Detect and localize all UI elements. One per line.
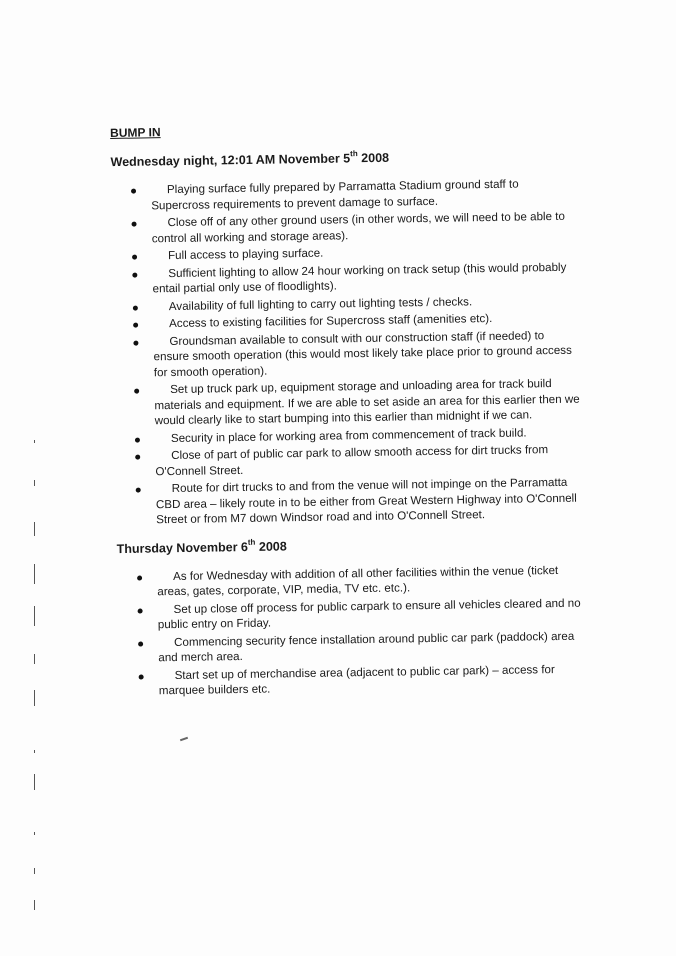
scan-mark	[34, 868, 35, 874]
scan-mark	[34, 440, 35, 443]
bullet-icon	[139, 674, 144, 679]
wednesday-heading	[110, 147, 578, 170]
scan-mark	[34, 900, 35, 910]
wednesday-heading-suffix: th	[350, 149, 358, 159]
bullet-icon	[132, 222, 137, 227]
list-item-text: Set up truck park up, equipment storage and unloading area for track build materials and equipment. If we are able to set aside an area for this earlier then we would clearly like to start bumping into this earlier than midnight if we can.	[154, 377, 580, 428]
thursday-heading-suffix: th	[247, 537, 256, 547]
bullet-icon	[133, 305, 138, 310]
wednesday-heading-year: 2008	[357, 150, 390, 166]
list-item	[110, 259, 580, 297]
bullet-icon	[133, 340, 138, 345]
wednesday-list	[109, 176, 584, 529]
bullet-icon	[138, 641, 143, 646]
document-body	[108, 119, 587, 712]
scan-edge-marks	[34, 440, 40, 920]
list-item	[111, 327, 582, 381]
list-item-text: Security in place for working area from commencement of track build.	[170, 426, 527, 445]
scan-mark	[34, 606, 35, 626]
bullet-icon	[132, 255, 137, 260]
list-item	[114, 475, 585, 529]
scan-mark	[34, 690, 35, 706]
list-item-text: Set up close off process for public carpark to ensure all vehicles cleared and no public entry on Friday.	[157, 596, 581, 632]
scan-mark	[34, 564, 35, 584]
scan-mark	[34, 654, 35, 664]
list-item-text: Commencing security fence installation around public car park (paddock) area and merch area.	[158, 629, 575, 665]
list-item-text: Full access to playing surface.	[167, 246, 324, 263]
thursday-heading	[117, 533, 585, 556]
list-item-text: Sufficient lighting to allow 24 hour working on track setup (this would probably entail partial only use of floodlights).	[152, 260, 567, 296]
list-item-text: Playing surface fully prepared by Parramatta Stadium ground staff to Supercross requirements to prevent damage to surface.	[151, 177, 519, 212]
bullet-icon	[133, 323, 138, 328]
list-item-text: Start set up of merchandise area (adjacent to public car park) – access for marquee builders etc.	[158, 662, 555, 698]
scan-mark	[34, 832, 35, 835]
list-item-text: Close of part of public car park to allow smooth access for dirt trucks from O'Connell Street.	[155, 443, 549, 478]
bullet-icon	[135, 437, 140, 442]
thursday-heading-text: Thursday November 6	[116, 539, 249, 556]
bullet-icon	[132, 272, 137, 277]
list-item-text: Access to existing facilities for Supercross staff (amenities etc).	[169, 312, 493, 331]
thursday-list	[115, 562, 587, 699]
bullet-icon	[134, 389, 139, 394]
bullet-icon	[136, 488, 141, 493]
bullet-icon	[138, 608, 143, 613]
stray-pen-mark	[180, 737, 188, 742]
list-item-text: Availability of full lighting to carry out lighting tests / checks.	[168, 294, 473, 313]
scan-mark	[34, 480, 35, 486]
list-item-text: Close off of any other ground users (in other words, we will need to be able to control all working and storage areas).	[151, 209, 566, 245]
bullet-icon	[137, 575, 142, 580]
list-item-text: As for Wednesday with addition of all other facilities within the venue (ticket areas, gates, corporate, VIP, media, TV etc. etc.).	[157, 563, 559, 599]
list-item	[115, 595, 585, 633]
list-item	[116, 628, 586, 666]
list-item-text: Route for dirt trucks to and from the venue will not impinge on the Parramatta CBD area – likely route in to be either from Great Western Highway into O'Connell Street or from M7 down Windsor road and into O'Connell Street.	[155, 475, 577, 527]
scan-mark	[34, 774, 35, 790]
bullet-icon	[131, 189, 136, 194]
scan-mark	[34, 522, 35, 536]
thursday-heading-year: 2008	[255, 539, 287, 554]
list-item	[112, 376, 583, 430]
list-item	[115, 562, 585, 600]
list-item	[109, 176, 579, 214]
document-title: BUMP IN	[109, 125, 161, 140]
list-item	[117, 661, 587, 699]
list-item-text: Groundsman available to consult with our construction staff (if needed) to ensure smooth operation (this would most likely take place prior to ground access for smooth operation).	[153, 328, 572, 379]
wednesday-heading-text: Wednesday night, 12:01 AM November 5	[110, 151, 351, 170]
list-item	[113, 442, 583, 480]
list-item	[109, 209, 579, 247]
scan-mark	[34, 750, 35, 753]
bullet-icon	[135, 455, 140, 460]
